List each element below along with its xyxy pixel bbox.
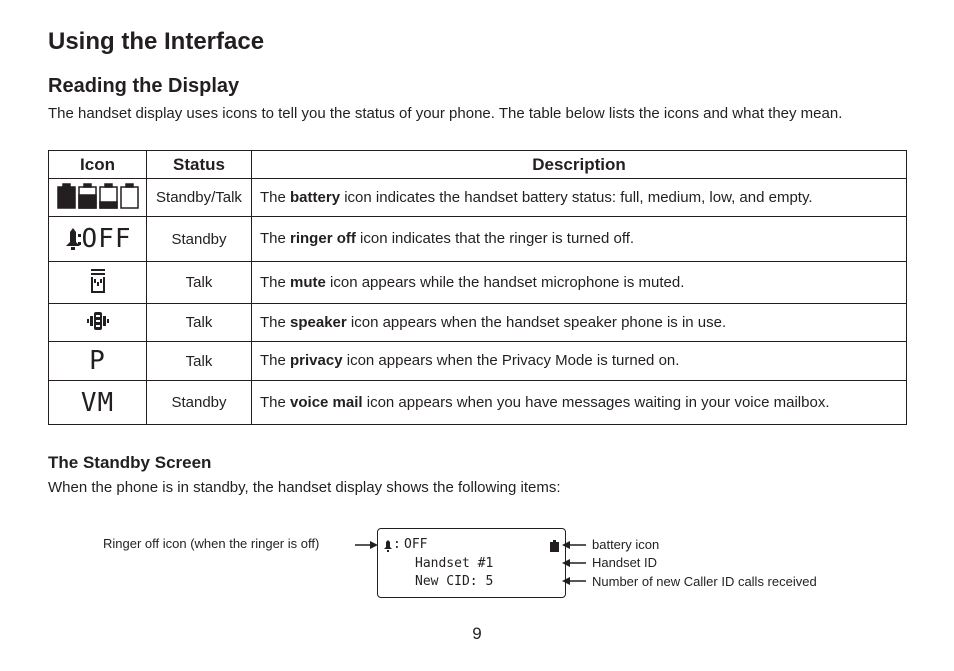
screen-line-ringer: OFF [404,537,428,552]
description-cell: The battery icon indicates the handset battery status: full, medium, low, and empty. [252,179,907,217]
header-icon: Icon [49,151,147,179]
status-cell: Talk [147,304,252,342]
speaker-icon [49,304,147,342]
battery-icon [49,179,147,217]
voice-mail-icon: VM [49,381,147,425]
description-cell: The mute icon appears while the handset microphone is muted. [252,262,907,304]
table-header-row [49,151,907,179]
callout-battery: battery icon [592,537,660,552]
table-row [49,381,907,425]
screen-line-handset: Handset #1 [415,556,494,571]
description-cell: The voice mail icon appears when you have messages waiting in your voice mailbox. [252,381,907,425]
table-row [49,342,907,381]
status-cell: Standby [147,217,252,262]
ringer-off-icon: OFF [49,217,147,262]
page-number: 9 [472,624,482,643]
page-title: Using the Interface [48,28,265,55]
table-row [49,304,907,342]
section-title: Reading the Display [48,75,240,97]
standby-heading: The Standby Screen [48,453,212,472]
callout-ringer-off: Ringer off icon (when the ringer is off) [103,536,320,551]
colon: : [393,537,401,552]
callout-new-cid: Number of new Caller ID calls received [592,574,817,589]
description-cell: The speaker icon appears when the handset speaker phone is in use. [252,304,907,342]
status-cell: Standby/Talk [147,179,252,217]
icon-table [48,150,907,425]
header-status: Status [147,151,252,179]
description-cell: The ringer off icon indicates that the ringer is turned off. [252,217,907,262]
table-row [49,217,907,262]
status-cell: Talk [147,262,252,304]
table-row [49,179,907,217]
status-cell: Talk [147,342,252,381]
privacy-icon: P [49,342,147,381]
mute-icon [49,262,147,304]
status-cell: Standby [147,381,252,425]
callout-arrows [350,535,590,595]
callout-handset-id: Handset ID [592,555,658,570]
table-row [49,262,907,304]
standby-description: When the phone is in standby, the handset display shows the following items: [48,479,561,496]
header-description: Description [252,151,907,179]
screen-line-cid: New CID: 5 [415,574,494,589]
intro-text: The handset display uses icons to tell you the status of your phone. The table below lists the icons and what they mean. [48,105,843,122]
description-cell: The privacy icon appears when the Privacy Mode is turned on. [252,342,907,381]
